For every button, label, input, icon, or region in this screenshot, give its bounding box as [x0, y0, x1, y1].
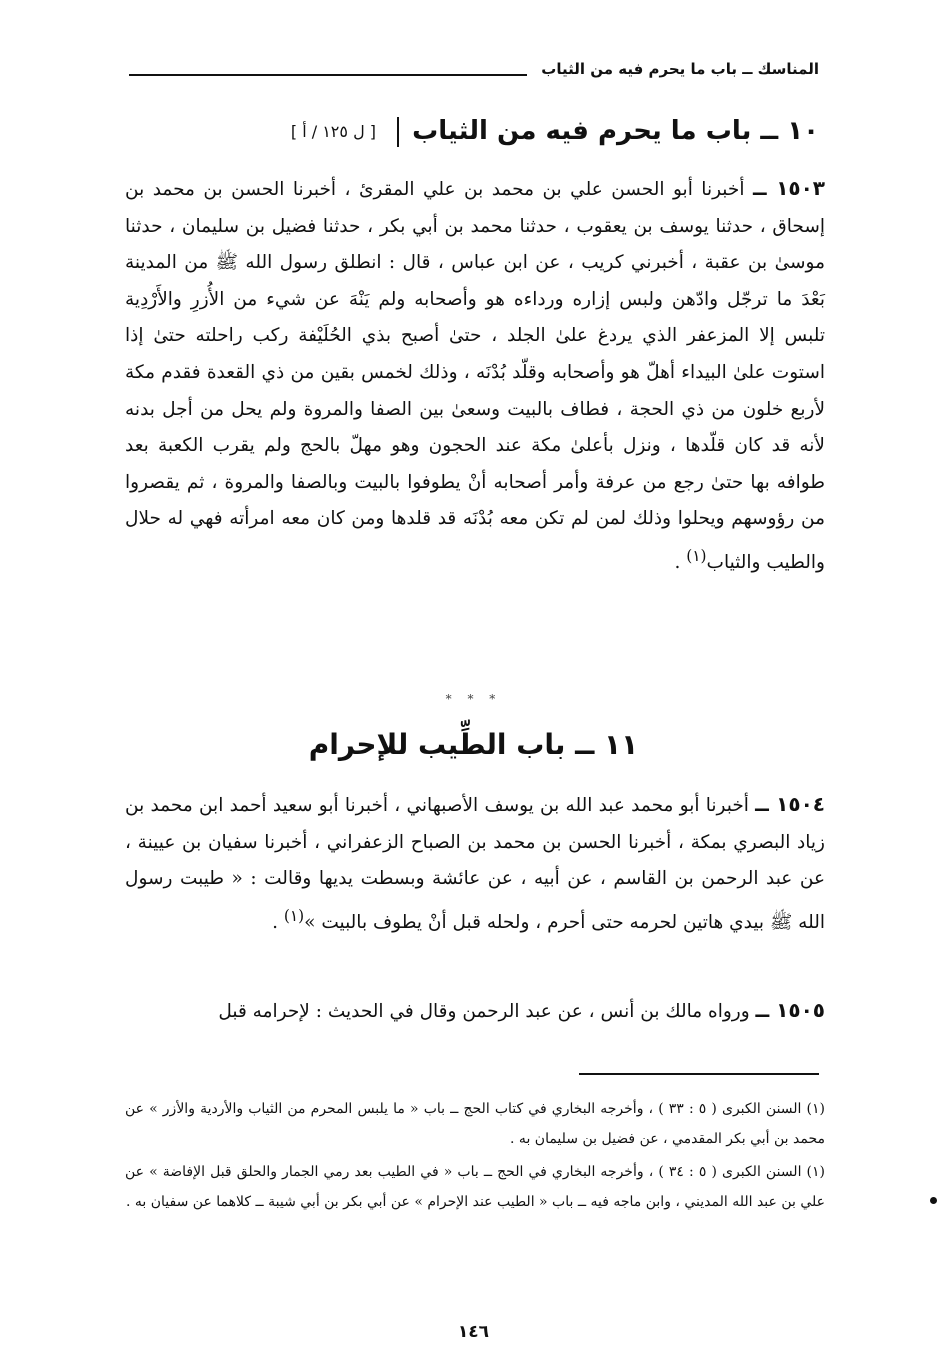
page-number: ١٤٦ — [457, 1322, 490, 1342]
hadith-1504 — [125, 786, 825, 942]
hadith-1505-number: ١٥٠٥ ــ — [755, 998, 825, 1022]
running-header-text: المناسك ــ باب ما يحرم فيه من الثياب — [533, 60, 819, 78]
chapter-10-heading — [291, 116, 819, 147]
hadith-1505-text: ورواه مالك بن أنس ، عن عبد الرحمن وقال في الحديث : لإحرامه قبل — [218, 1001, 750, 1022]
section-separator: * * * — [445, 692, 502, 706]
chapter-10-number: ١٠ ــ — [760, 116, 819, 146]
hadith-1504-end: . — [272, 911, 284, 933]
chapter-11-number: ١١ ــ — [575, 728, 639, 761]
chapter-11-heading — [0, 728, 947, 761]
manuscript-reference: [ ل ١٢٥ / أ ] — [290, 122, 377, 141]
hadith-1503-note-ref: (١) — [686, 546, 707, 565]
hadith-1503-text: أخبرنا أبو الحسن علي بن محمد بن علي المقرئ ، أخبرنا الحسن بن محمد بن إسحاق ، حدثنا يوسف بن يعقوب ، حدثنا محمد بن أبي بكر ، حدثنا فضيل بن سليمان ، حدثنا موسىٰ بن عقبة ، أخبرني كريب ، عن ابن عباس ، قال : انطلق رسول الله ﷺ من المدينة بَعْدَ ما ترجّل وادّهن ولبس إزاره ورداءه هو وأصحابه ولم يَنْهَ عن شيء من الأُزرِ والأَرْدِية تلبس إلا المزعفر الذي يردغ علىٰ الجلد ، حتىٰ أصبح بذي الحُلَيْفة ركب راحلته حتىٰ إذا استوت علىٰ البيداء أهلّ هو وأصحابه وقلّد بُدْنَه ، وذلك لخمس بقين من ذي القعدة فقدم مكة لأربع خلون من ذي الحجة ، فطاف بالبيت وسعىٰ بين الصفا والمروة ولم يحل من أجل بدنه لأنه قد كان قلّدها ، ونزل بأعلىٰ مكة عند الحجون وهو مهلّ بالحج ولم يقرب الكعبة بعد طوافه بها حتىٰ رجع من عرفة وأمر أصحابه أنْ يطوفوا بالبيت وبالصفا والمروة ، ثم يقصروا من رؤوسهم ويحلوا وذلك لمن لم تكن معه بُدْنَه قد قلدها ومن كان معه امرأته فهي له حلال والطيب والثياب — [125, 179, 825, 574]
hadith-1505 — [125, 992, 825, 1031]
hadith-1503 — [125, 170, 825, 582]
header-rule — [129, 74, 527, 76]
footnote-rule — [579, 1073, 819, 1075]
hadith-1504-text: أخبرنا أبو محمد عبد الله بن يوسف الأصبهاني ، أخبرنا أبو سعيد أحمد ابن محمد بن زياد البصري بمكة ، أخبرنا الحسن بن محمد بن الصباح الزعفراني ، أخبرنا سفيان بن عيينة ، عن عبد الرحمن بن القاسم ، عن أبيه ، عن عائشة وبسطت يديها وقالت : « طيبت رسول الله ﷺ بيدي هاتين لحرمه حتى أحرم ، ولحله قبل أنْ يطوف بالبيت » — [125, 795, 825, 933]
margin-dot — [930, 1197, 937, 1204]
chapter-11-title: باب الطِّيب للإحرام — [308, 728, 566, 761]
footnote-2: (١) السنن الكبرى ( ٥ : ٣٤ ) ، وأخرجه البخاري في الحج ــ باب « في الطيب بعد رمي الجمار والحلق قبل الإفاضة » عن علي بن عبد الله المديني ، وابن ماجه فيه ــ باب « الطيب عند الإحرام » عن أبي بكر بن أبي شيبة ــ كلاهما عن سفيان به . — [125, 1164, 826, 1210]
footnote-1: (١) السنن الكبرى ( ٥ : ٣٣ ) ، وأخرجه البخاري في كتاب الحج ــ باب « ما يلبس المحرم من الثياب والأردية والأزر » عن محمد بن أبي بكر المقدمي ، عن فضيل بن سليمان به . — [125, 1101, 826, 1147]
chapter-10-title: باب ما يحرم فيه من الثياب — [412, 116, 752, 146]
hadith-1503-number: ١٥٠٣ ــ — [752, 176, 826, 200]
running-header — [129, 58, 819, 88]
hadith-1503-end: . — [674, 552, 687, 574]
hadith-1504-note-ref: (١) — [283, 906, 305, 925]
hadith-1504-number: ١٥٠٤ ــ — [755, 792, 825, 816]
margin-bar — [397, 117, 399, 147]
